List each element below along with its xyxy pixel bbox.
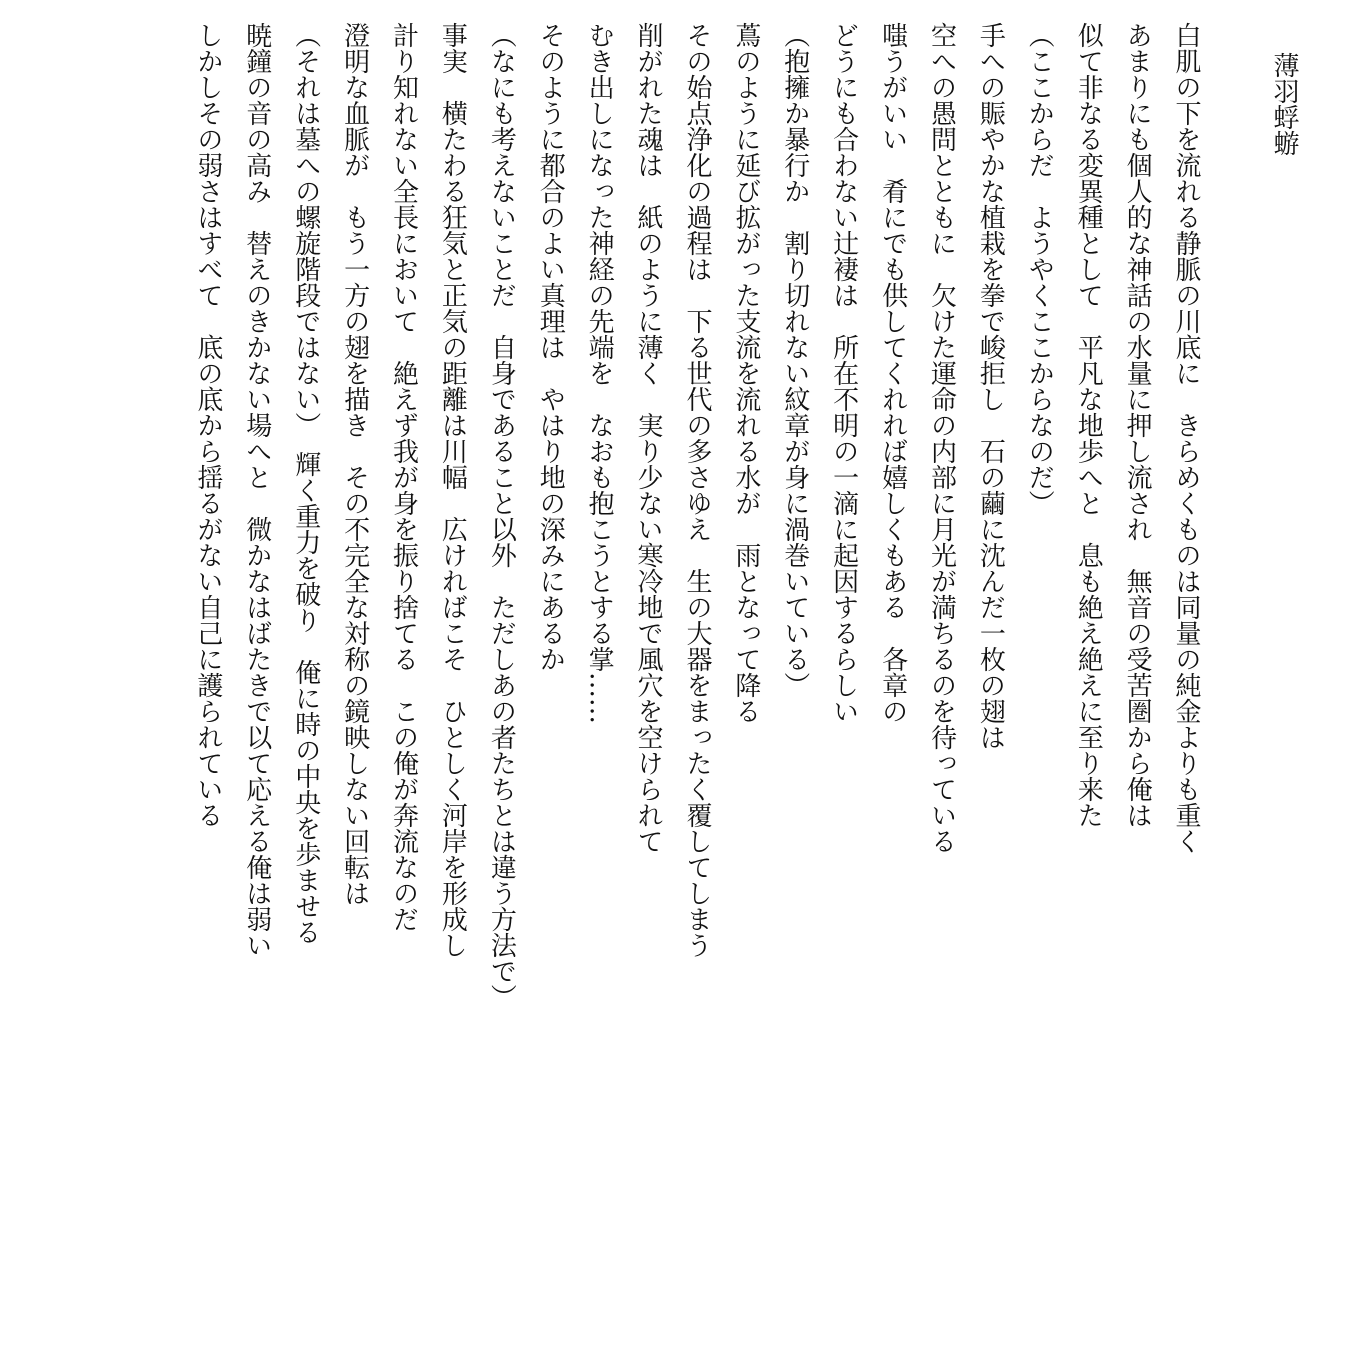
poem-line: 白肌の下を流れる静脈の川底に きらめくものは同量の純金よりも重く xyxy=(1171,22,1201,854)
poem-line: （ここからだ ようやくここからなのだ） xyxy=(1024,22,1055,516)
poem-line: 暁鐘の音の高み 替えのきかない場へと 微かなはばたきで以て応える俺は弱い xyxy=(241,22,272,958)
poem-line: 計り知れない全長において 絶えず我が身を振り捨てる この俺が奔流なのだ xyxy=(388,22,419,932)
poem-line: （抱擁か暴行か 割り切れない紋章が身に渦巻いている） xyxy=(779,22,810,698)
poem-line: 削がれた魂は 紙のように薄く 実り少ない寒冷地で風穴を空けられて xyxy=(633,22,664,854)
poem-line: 蔦のように延び拡がった支流を流れる水が 雨となって降る xyxy=(730,22,761,724)
poem-line: （それは墓への螺旋階段ではない） 輝く重力を破り 俺に時の中央を歩ませる xyxy=(290,22,321,945)
poem-line: 澄明な血脈が もう一方の翅を描き その不完全な対称の鏡映しない回転は xyxy=(339,22,370,906)
poem-line: どうにも合わない辻褄は 所在不明の一滴に起因するらしい xyxy=(828,22,859,724)
poem-line: 事実 横たわる狂気と正気の距離は川幅 広ければこそ ひとしく河岸を形成し xyxy=(437,22,468,958)
poem-body xyxy=(183,22,1210,1102)
poem-line: 空への愚問とともに 欠けた運命の内部に月光が満ちるのを待っている xyxy=(926,22,957,854)
poem-line: しかしその弱さはすべて 底の底から揺るがない自己に護られている xyxy=(192,22,223,828)
poem-title: 薄羽蜉蝣 xyxy=(1269,52,1299,156)
poem-line: そのように都合のよい真理は やはり地の深みにあるか xyxy=(535,22,566,672)
poem-line: むき出しになった神経の先端を なおも抱こうとする掌…… xyxy=(584,22,615,724)
poem-line: その始点浄化の過程は 下る世代の多さゆえ 生の大器をまったく覆してしまう xyxy=(681,22,712,958)
poem-line: 似て非なる変異種として 平凡な地歩へと 息も絶え絶えに至り来た xyxy=(1073,22,1104,828)
poem-line: （なにも考えないことだ 自身であること以外 ただしあの者たちとは違う方法で） xyxy=(486,22,517,1010)
poem-line: 嗤うがいい 肴にでも供してくれれば嬉しくもある 各章の xyxy=(877,22,908,724)
poem-line: 手への賑やかな植栽を拳で峻拒し 石の繭に沈んだ一枚の翅は xyxy=(975,22,1006,750)
poem-line: あまりにも個人的な神話の水量に押し流され 無音の受苦圏から俺は xyxy=(1122,22,1153,828)
